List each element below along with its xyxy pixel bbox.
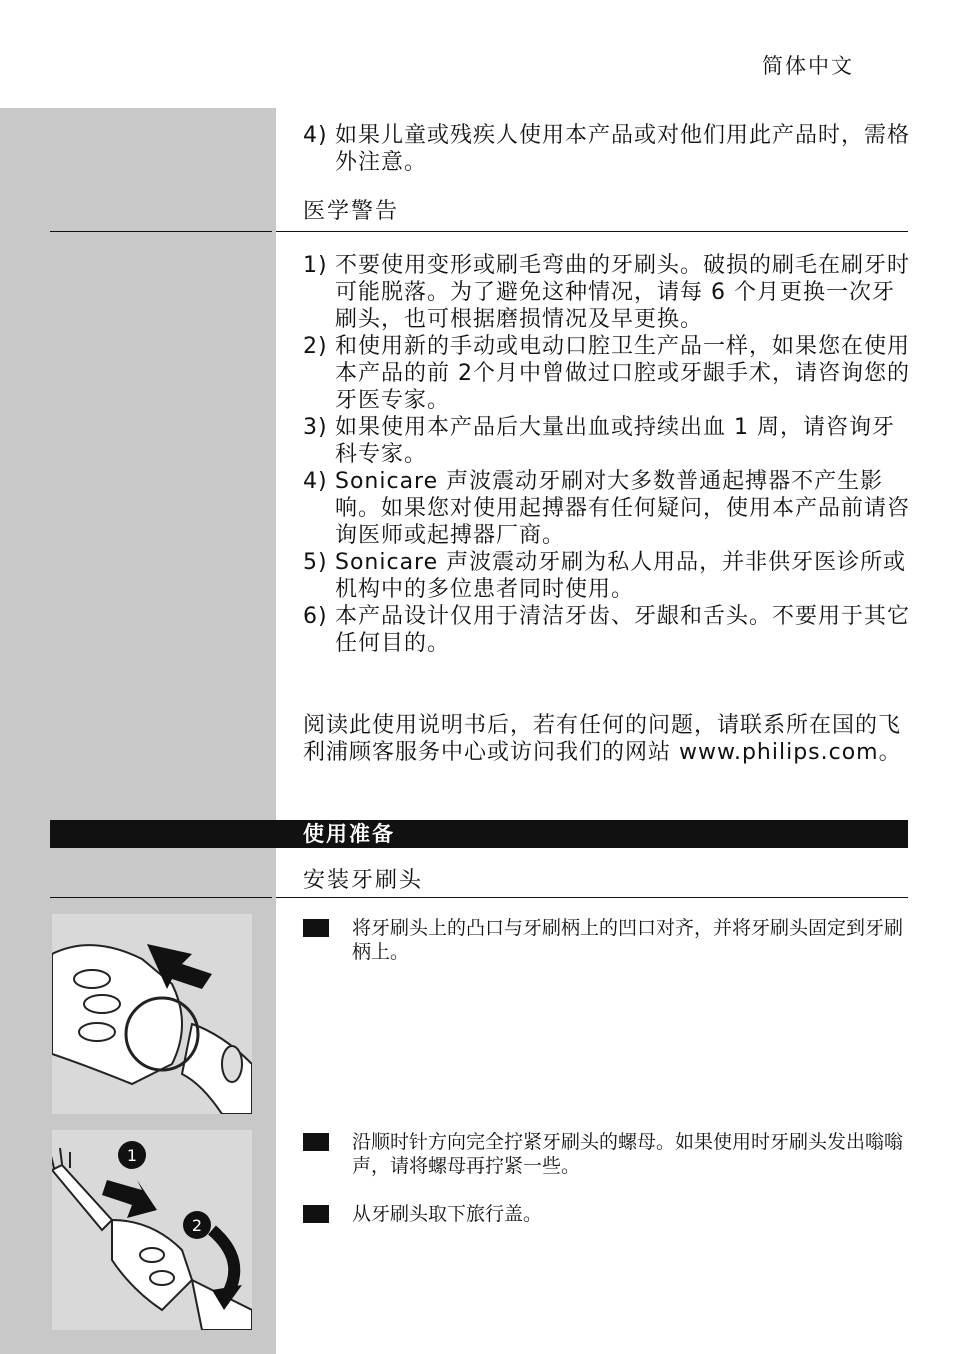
language-label: 简体中文 xyxy=(762,54,854,78)
step-3: 从牙刷头取下旅行盖。 xyxy=(303,1202,903,1226)
subheading: 安装牙刷头 xyxy=(303,868,424,893)
item-number: 4) xyxy=(303,123,328,148)
illustration-tighten-nut xyxy=(52,1130,252,1330)
rule-left-2 xyxy=(50,897,272,898)
intro-item xyxy=(303,122,915,176)
rotate-arrow-icon xyxy=(212,1230,234,1295)
section-title: 使用准备 xyxy=(303,822,395,846)
list-item: 5) Sonicare 声波震动牙刷为私人用品，并非供牙医诊所或机构中的多位患者同时使用。 xyxy=(303,550,907,602)
medical-warning-heading: 医学警告 xyxy=(303,199,400,224)
medical-warning-list xyxy=(303,252,915,657)
badge-label: 2 xyxy=(191,1216,203,1235)
list-item: 6) 本产品设计仅用于清洁牙齿、牙龈和舌头。不要用于其它任何目的。 xyxy=(303,604,911,656)
list-item: 1) 不要使用变形或刷毛弯曲的牙刷头。破损的刷毛在刷牙时可能脱落。为了避免这种情况，请每 6 个月更换一次牙刷头，也可根据磨损情况及早更换。 xyxy=(303,253,911,332)
list-item: 2) 和使用新的手动或电动口腔卫生产品一样，如果您在使用本产品的前 2个月中曾做过口腔或牙龈手术，请咨询您的牙医专家。 xyxy=(303,334,911,413)
item-text: 如果儿童或残疾人使用本产品或对他们用此产品时，需格外注意。 xyxy=(335,123,911,175)
list-item: 3) 如果使用本产品后大量出血或持续出血 1 周，请咨询牙科专家。 xyxy=(303,415,895,467)
section-bar xyxy=(50,820,908,848)
step-2: 沿顺时针方向完全拧紧牙刷头的螺母。如果使用时牙刷头发出嗡嗡声，请将螺母再拧紧一些。 xyxy=(303,1130,903,1178)
illustration-attach-head xyxy=(52,914,252,1114)
arrow-icon xyxy=(102,1180,157,1218)
rule-right-2 xyxy=(276,897,908,898)
badge-label: 1 xyxy=(126,1146,138,1165)
step-1: 将牙刷头上的凸口与牙刷柄上的凹口对齐，并将牙刷头固定到牙刷柄上。 xyxy=(303,916,903,964)
rule-right xyxy=(276,231,908,232)
toothbrush-attach-illustration xyxy=(52,914,252,1114)
bullet-square-icon xyxy=(303,1133,329,1151)
bullet-square-icon xyxy=(303,919,329,937)
contact-paragraph: 阅读此使用说明书后，若有任何的问题，请联系所在国的飞利浦顾客服务中心或访问我们的网站 www.philips.com。 xyxy=(303,713,902,765)
toothbrush-tighten-illustration xyxy=(52,1130,252,1330)
list-item: 4) Sonicare 声波震动牙刷对大多数普通起搏器不产生影响。如果您对使用起搏器有任何疑问，使用本产品前请咨询医师或起搏器厂商。 xyxy=(303,469,911,548)
bullet-square-icon xyxy=(303,1205,329,1223)
rule-left xyxy=(50,231,272,232)
